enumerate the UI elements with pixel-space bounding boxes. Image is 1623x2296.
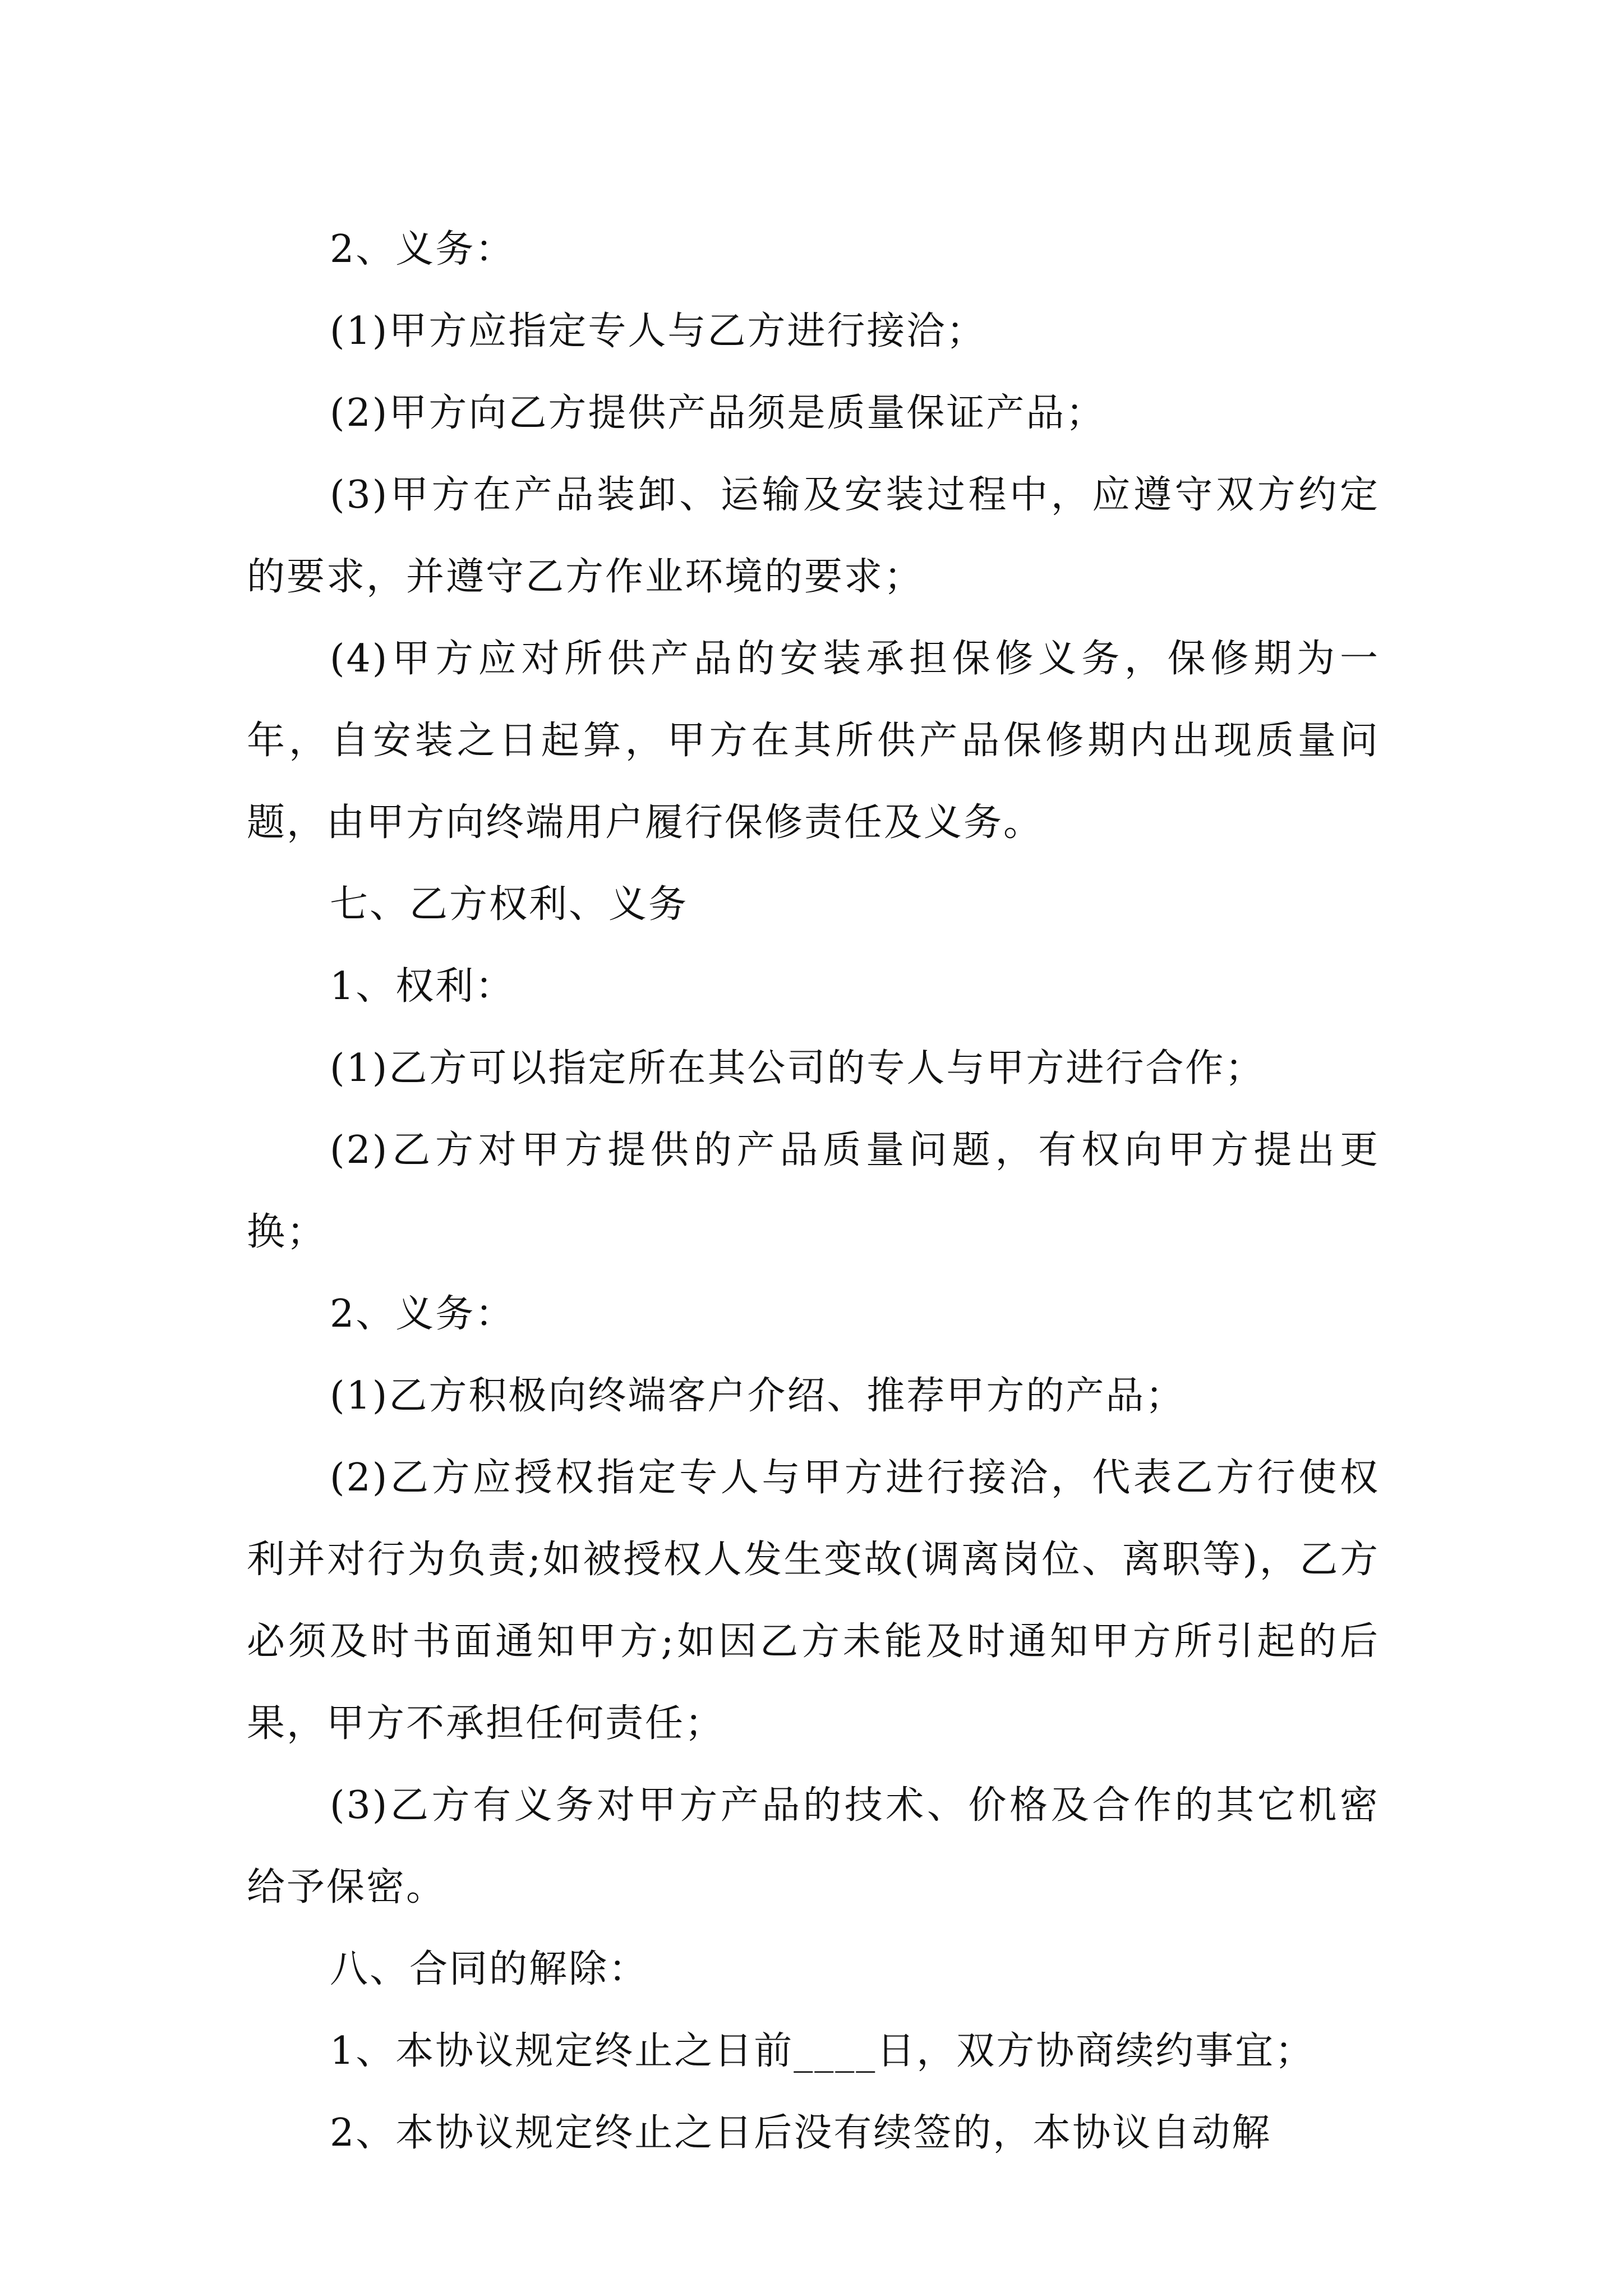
rights-heading-party-b: 1、权利：	[330, 964, 515, 1009]
party-b-obligation-2: (2)乙方应授权指定专人与甲方进行接洽，代表乙方行使权利并对行为负责;如被授权人发生变故(调离岗位、离职等)，乙方必须及时书面通知甲方;如因乙方未能及时通知甲方所引起的后果，甲方不承担任何责任；	[247, 1456, 1380, 1746]
party-b-obligation-1: (1)乙方积极向终端客户介绍、推荐甲方的产品；	[330, 1374, 1186, 1418]
party-b-right-1: (1)乙方可以指定所在其公司的专人与甲方进行合作；	[330, 1046, 1265, 1091]
party-b-right-2: (2)乙方对甲方提供的产品质量问题，有权向甲方提出更换；	[247, 1128, 1380, 1254]
party-a-obligation-2: (2)甲方向乙方提供产品须是质量保证产品；	[330, 391, 1106, 435]
document-body	[247, 209, 1380, 2174]
section-7-heading: 七、乙方权利、义务	[330, 882, 689, 927]
party-a-obligation-3: (3)甲方在产品装卸、运输及安装过程中，应遵守双方约定的要求，并遵守乙方作业环境的要求；	[247, 473, 1380, 599]
obligations-heading-party-a: 2、义务：	[330, 227, 515, 272]
section-8-heading: 八、合同的解除：	[330, 1947, 649, 1991]
termination-clause-2: 2、本协议规定终止之日后没有续签的，本协议自动解	[330, 2111, 1272, 2155]
obligations-heading-party-b: 2、义务：	[330, 1292, 515, 1336]
party-b-obligation-3: (3)乙方有义务对甲方产品的技术、价格及合作的其它机密给予保密。	[247, 1783, 1380, 1910]
termination-clause-1: 1、本协议规定终止之日前____日，双方协商续约事宜；	[330, 2029, 1315, 2073]
party-a-obligation-1: (1)甲方应指定专人与乙方进行接洽；	[330, 309, 986, 353]
party-a-obligation-4: (4)甲方应对所供产品的安装承担保修义务，保修期为一年，自安装之日起算，甲方在其所供产品保修期内出现质量问题，由甲方向终端用户履行保修责任及义务。	[247, 637, 1380, 845]
